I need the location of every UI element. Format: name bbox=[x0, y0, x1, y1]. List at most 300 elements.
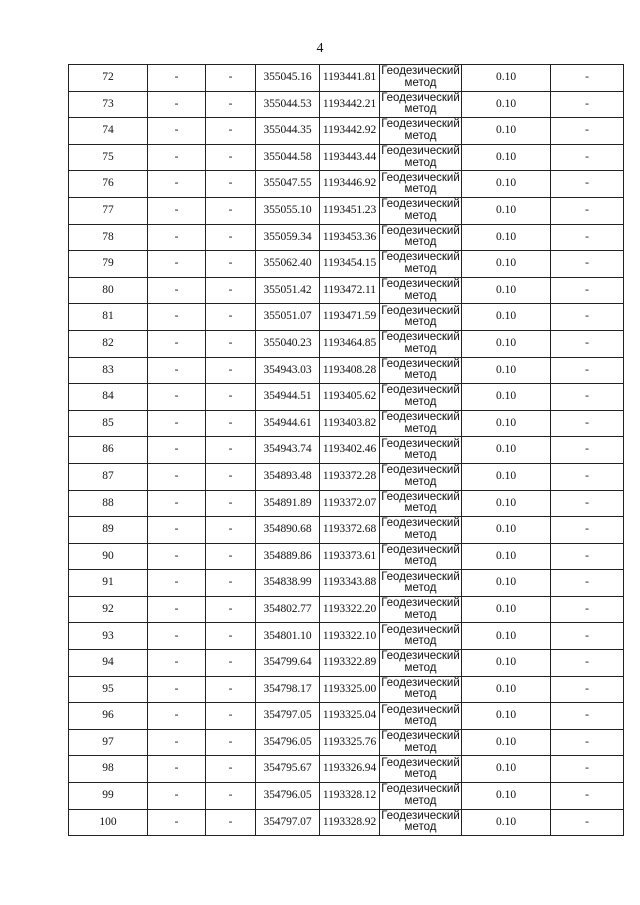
x-coordinate-cell: 354802.77 bbox=[256, 596, 320, 623]
method-label-line1: Геодезический bbox=[381, 145, 460, 158]
x-coordinate-cell: 355051.07 bbox=[256, 304, 320, 331]
empty-value-cell: - bbox=[148, 596, 206, 623]
empty-value-cell: - bbox=[206, 756, 256, 783]
y-coordinate-cell: 1193322.10 bbox=[320, 623, 380, 650]
accuracy-cell: 0.10 bbox=[462, 463, 551, 490]
method-label-line1: Геодезический bbox=[381, 118, 460, 131]
method-label-line1: Геодезический bbox=[381, 543, 460, 556]
accuracy-cell: 0.10 bbox=[462, 357, 551, 384]
table-row bbox=[69, 171, 624, 198]
empty-value-cell: - bbox=[206, 277, 256, 304]
empty-value-cell: - bbox=[148, 91, 206, 118]
point-number-cell: 98 bbox=[69, 756, 148, 783]
accuracy-cell: 0.10 bbox=[462, 384, 551, 411]
table-row bbox=[69, 410, 624, 437]
empty-value-cell: - bbox=[206, 330, 256, 357]
point-number-cell: 75 bbox=[69, 144, 148, 171]
method-cell bbox=[380, 596, 462, 623]
accuracy-cell: 0.10 bbox=[462, 171, 551, 198]
method-label-line1: Геодезический bbox=[381, 251, 460, 264]
accuracy-cell: 0.10 bbox=[462, 783, 551, 810]
empty-value-cell: - bbox=[206, 118, 256, 145]
accuracy-cell: 0.10 bbox=[462, 756, 551, 783]
table-row bbox=[69, 809, 624, 836]
accuracy-cell: 0.10 bbox=[462, 251, 551, 278]
method-label-line1: Геодезический bbox=[381, 171, 460, 184]
y-coordinate-cell: 1193472.11 bbox=[320, 277, 380, 304]
method-cell bbox=[380, 809, 462, 836]
empty-value-cell: - bbox=[206, 650, 256, 677]
empty-value-cell: - bbox=[148, 703, 206, 730]
empty-value-cell: - bbox=[551, 251, 624, 278]
y-coordinate-cell: 1193446.92 bbox=[320, 171, 380, 198]
method-cell bbox=[380, 783, 462, 810]
accuracy-cell: 0.10 bbox=[462, 703, 551, 730]
method-label-line2: метод bbox=[404, 582, 437, 595]
empty-value-cell: - bbox=[148, 783, 206, 810]
empty-value-cell: - bbox=[148, 729, 206, 756]
accuracy-cell: 0.10 bbox=[462, 517, 551, 544]
empty-value-cell: - bbox=[206, 517, 256, 544]
x-coordinate-cell: 354943.74 bbox=[256, 437, 320, 464]
empty-value-cell: - bbox=[551, 224, 624, 251]
x-coordinate-cell: 355059.34 bbox=[256, 224, 320, 251]
table-row bbox=[69, 703, 624, 730]
method-label-line2: метод bbox=[404, 528, 437, 541]
table-row bbox=[69, 144, 624, 171]
accuracy-cell: 0.10 bbox=[462, 224, 551, 251]
method-label-line1: Геодезический bbox=[381, 331, 460, 344]
y-coordinate-cell: 1193325.00 bbox=[320, 676, 380, 703]
y-coordinate-cell: 1193372.07 bbox=[320, 490, 380, 517]
point-number-cell: 78 bbox=[69, 224, 148, 251]
method-label-line1: Геодезический bbox=[381, 224, 460, 237]
method-label-line2: метод bbox=[404, 449, 437, 462]
point-number-cell: 87 bbox=[69, 463, 148, 490]
empty-value-cell: - bbox=[148, 650, 206, 677]
method-label-line2: метод bbox=[404, 209, 437, 222]
table-row bbox=[69, 543, 624, 570]
point-number-cell: 74 bbox=[69, 118, 148, 145]
point-number-cell: 91 bbox=[69, 570, 148, 597]
empty-value-cell: - bbox=[206, 410, 256, 437]
method-cell bbox=[380, 410, 462, 437]
empty-value-cell: - bbox=[551, 623, 624, 650]
accuracy-cell: 0.10 bbox=[462, 650, 551, 677]
empty-value-cell: - bbox=[206, 543, 256, 570]
accuracy-cell: 0.10 bbox=[462, 65, 551, 92]
method-cell bbox=[380, 703, 462, 730]
method-label-line2: метод bbox=[404, 262, 437, 275]
method-cell bbox=[380, 650, 462, 677]
y-coordinate-cell: 1193442.21 bbox=[320, 91, 380, 118]
table-row bbox=[69, 783, 624, 810]
y-coordinate-cell: 1193328.12 bbox=[320, 783, 380, 810]
table-row bbox=[69, 91, 624, 118]
empty-value-cell: - bbox=[148, 144, 206, 171]
empty-value-cell: - bbox=[206, 384, 256, 411]
method-label-line1: Геодезический bbox=[381, 597, 460, 610]
accuracy-cell: 0.10 bbox=[462, 410, 551, 437]
method-cell bbox=[380, 197, 462, 224]
empty-value-cell: - bbox=[148, 756, 206, 783]
method-label-line2: метод bbox=[404, 502, 437, 515]
x-coordinate-cell: 355045.16 bbox=[256, 65, 320, 92]
method-label-line2: метод bbox=[404, 608, 437, 621]
empty-value-cell: - bbox=[148, 809, 206, 836]
method-cell bbox=[380, 437, 462, 464]
point-number-cell: 86 bbox=[69, 437, 148, 464]
y-coordinate-cell: 1193326.94 bbox=[320, 756, 380, 783]
method-cell bbox=[380, 91, 462, 118]
accuracy-cell: 0.10 bbox=[462, 596, 551, 623]
empty-value-cell: - bbox=[148, 197, 206, 224]
empty-value-cell: - bbox=[148, 676, 206, 703]
empty-value-cell: - bbox=[551, 330, 624, 357]
coordinates-table-body bbox=[69, 65, 624, 836]
point-number-cell: 96 bbox=[69, 703, 148, 730]
y-coordinate-cell: 1193405.62 bbox=[320, 384, 380, 411]
accuracy-cell: 0.10 bbox=[462, 676, 551, 703]
empty-value-cell: - bbox=[551, 756, 624, 783]
empty-value-cell: - bbox=[551, 703, 624, 730]
point-number-cell: 95 bbox=[69, 676, 148, 703]
empty-value-cell: - bbox=[551, 118, 624, 145]
method-label-line1: Геодезический bbox=[381, 437, 460, 450]
method-label-line2: метод bbox=[404, 103, 437, 116]
empty-value-cell: - bbox=[551, 490, 624, 517]
method-cell bbox=[380, 330, 462, 357]
method-cell bbox=[380, 384, 462, 411]
empty-value-cell: - bbox=[551, 729, 624, 756]
y-coordinate-cell: 1193403.82 bbox=[320, 410, 380, 437]
x-coordinate-cell: 354798.17 bbox=[256, 676, 320, 703]
method-cell bbox=[380, 517, 462, 544]
point-number-cell: 89 bbox=[69, 517, 148, 544]
y-coordinate-cell: 1193325.04 bbox=[320, 703, 380, 730]
x-coordinate-cell: 354943.03 bbox=[256, 357, 320, 384]
empty-value-cell: - bbox=[148, 490, 206, 517]
table-row bbox=[69, 437, 624, 464]
empty-value-cell: - bbox=[551, 144, 624, 171]
method-cell bbox=[380, 144, 462, 171]
y-coordinate-cell: 1193408.28 bbox=[320, 357, 380, 384]
method-cell bbox=[380, 277, 462, 304]
x-coordinate-cell: 355044.53 bbox=[256, 91, 320, 118]
empty-value-cell: - bbox=[206, 463, 256, 490]
accuracy-cell: 0.10 bbox=[462, 330, 551, 357]
method-label-line2: метод bbox=[404, 183, 437, 196]
method-label-line2: метод bbox=[404, 156, 437, 169]
y-coordinate-cell: 1193328.92 bbox=[320, 809, 380, 836]
method-label-line2: метод bbox=[404, 635, 437, 648]
table-row bbox=[69, 357, 624, 384]
empty-value-cell: - bbox=[206, 171, 256, 198]
method-label-line1: Геодезический bbox=[381, 730, 460, 743]
method-label-line2: метод bbox=[404, 475, 437, 488]
empty-value-cell: - bbox=[206, 676, 256, 703]
x-coordinate-cell: 355044.58 bbox=[256, 144, 320, 171]
empty-value-cell: - bbox=[148, 384, 206, 411]
y-coordinate-cell: 1193471.59 bbox=[320, 304, 380, 331]
x-coordinate-cell: 354891.89 bbox=[256, 490, 320, 517]
empty-value-cell: - bbox=[206, 224, 256, 251]
accuracy-cell: 0.10 bbox=[462, 570, 551, 597]
point-number-cell: 79 bbox=[69, 251, 148, 278]
y-coordinate-cell: 1193443.44 bbox=[320, 144, 380, 171]
point-number-cell: 94 bbox=[69, 650, 148, 677]
empty-value-cell: - bbox=[206, 703, 256, 730]
point-number-cell: 84 bbox=[69, 384, 148, 411]
empty-value-cell: - bbox=[551, 463, 624, 490]
table-row bbox=[69, 65, 624, 92]
empty-value-cell: - bbox=[551, 809, 624, 836]
empty-value-cell: - bbox=[551, 171, 624, 198]
method-label-line2: метод bbox=[404, 741, 437, 754]
method-label-line1: Геодезический bbox=[381, 623, 460, 636]
empty-value-cell: - bbox=[148, 570, 206, 597]
empty-value-cell: - bbox=[551, 783, 624, 810]
empty-value-cell: - bbox=[148, 171, 206, 198]
method-cell bbox=[380, 623, 462, 650]
accuracy-cell: 0.10 bbox=[462, 118, 551, 145]
method-cell bbox=[380, 304, 462, 331]
point-number-cell: 72 bbox=[69, 65, 148, 92]
point-number-cell: 90 bbox=[69, 543, 148, 570]
method-cell bbox=[380, 676, 462, 703]
point-number-cell: 85 bbox=[69, 410, 148, 437]
y-coordinate-cell: 1193372.68 bbox=[320, 517, 380, 544]
method-label-line1: Геодезический bbox=[381, 517, 460, 530]
x-coordinate-cell: 354797.05 bbox=[256, 703, 320, 730]
empty-value-cell: - bbox=[551, 304, 624, 331]
empty-value-cell: - bbox=[148, 463, 206, 490]
table-row bbox=[69, 277, 624, 304]
x-coordinate-cell: 354795.67 bbox=[256, 756, 320, 783]
table-row bbox=[69, 623, 624, 650]
method-cell bbox=[380, 543, 462, 570]
empty-value-cell: - bbox=[551, 676, 624, 703]
empty-value-cell: - bbox=[206, 570, 256, 597]
empty-value-cell: - bbox=[148, 224, 206, 251]
empty-value-cell: - bbox=[206, 809, 256, 836]
empty-value-cell: - bbox=[148, 357, 206, 384]
method-label-line1: Геодезический bbox=[381, 464, 460, 477]
table-row bbox=[69, 490, 624, 517]
method-label-line1: Геодезический bbox=[381, 278, 460, 291]
y-coordinate-cell: 1193464.85 bbox=[320, 330, 380, 357]
x-coordinate-cell: 354890.68 bbox=[256, 517, 320, 544]
method-label-line1: Геодезический bbox=[381, 783, 460, 796]
empty-value-cell: - bbox=[148, 65, 206, 92]
table-row bbox=[69, 384, 624, 411]
empty-value-cell: - bbox=[148, 118, 206, 145]
y-coordinate-cell: 1193451.23 bbox=[320, 197, 380, 224]
accuracy-cell: 0.10 bbox=[462, 809, 551, 836]
x-coordinate-cell: 355051.42 bbox=[256, 277, 320, 304]
method-label-line2: метод bbox=[404, 688, 437, 701]
empty-value-cell: - bbox=[551, 437, 624, 464]
empty-value-cell: - bbox=[206, 357, 256, 384]
x-coordinate-cell: 354796.05 bbox=[256, 729, 320, 756]
empty-value-cell: - bbox=[148, 517, 206, 544]
table-row bbox=[69, 330, 624, 357]
method-label-line2: метод bbox=[404, 236, 437, 249]
x-coordinate-cell: 355047.55 bbox=[256, 171, 320, 198]
method-label-line2: метод bbox=[404, 422, 437, 435]
table-row bbox=[69, 463, 624, 490]
method-label-line1: Геодезический bbox=[381, 570, 460, 583]
accuracy-cell: 0.10 bbox=[462, 91, 551, 118]
y-coordinate-cell: 1193441.81 bbox=[320, 65, 380, 92]
method-label-line2: метод bbox=[404, 821, 437, 834]
table-row bbox=[69, 650, 624, 677]
empty-value-cell: - bbox=[148, 623, 206, 650]
empty-value-cell: - bbox=[551, 357, 624, 384]
method-label-line1: Геодезический bbox=[381, 304, 460, 317]
point-number-cell: 83 bbox=[69, 357, 148, 384]
empty-value-cell: - bbox=[206, 729, 256, 756]
method-label-line2: метод bbox=[404, 316, 437, 329]
accuracy-cell: 0.10 bbox=[462, 304, 551, 331]
accuracy-cell: 0.10 bbox=[462, 729, 551, 756]
method-cell bbox=[380, 65, 462, 92]
method-cell bbox=[380, 490, 462, 517]
method-label-line2: метод bbox=[404, 129, 437, 142]
x-coordinate-cell: 354893.48 bbox=[256, 463, 320, 490]
method-label-line1: Геодезический bbox=[381, 650, 460, 663]
method-cell bbox=[380, 118, 462, 145]
point-number-cell: 76 bbox=[69, 171, 148, 198]
point-number-cell: 92 bbox=[69, 596, 148, 623]
empty-value-cell: - bbox=[206, 65, 256, 92]
empty-value-cell: - bbox=[206, 596, 256, 623]
accuracy-cell: 0.10 bbox=[462, 144, 551, 171]
method-label-line1: Геодезический bbox=[381, 198, 460, 211]
y-coordinate-cell: 1193325.76 bbox=[320, 729, 380, 756]
method-label-line1: Геодезический bbox=[381, 384, 460, 397]
empty-value-cell: - bbox=[551, 517, 624, 544]
y-coordinate-cell: 1193454.15 bbox=[320, 251, 380, 278]
point-number-cell: 88 bbox=[69, 490, 148, 517]
empty-value-cell: - bbox=[206, 783, 256, 810]
method-cell bbox=[380, 729, 462, 756]
x-coordinate-cell: 355062.40 bbox=[256, 251, 320, 278]
method-label-line1: Геодезический bbox=[381, 676, 460, 689]
empty-value-cell: - bbox=[551, 65, 624, 92]
empty-value-cell: - bbox=[148, 543, 206, 570]
empty-value-cell: - bbox=[206, 623, 256, 650]
x-coordinate-cell: 354838.99 bbox=[256, 570, 320, 597]
empty-value-cell: - bbox=[206, 490, 256, 517]
method-label-line1: Геодезический bbox=[381, 91, 460, 104]
empty-value-cell: - bbox=[148, 410, 206, 437]
method-label-line1: Геодезический bbox=[381, 809, 460, 822]
empty-value-cell: - bbox=[148, 330, 206, 357]
y-coordinate-cell: 1193373.61 bbox=[320, 543, 380, 570]
empty-value-cell: - bbox=[206, 144, 256, 171]
method-cell bbox=[380, 171, 462, 198]
table-row bbox=[69, 570, 624, 597]
accuracy-cell: 0.10 bbox=[462, 197, 551, 224]
table-row bbox=[69, 596, 624, 623]
x-coordinate-cell: 355055.10 bbox=[256, 197, 320, 224]
x-coordinate-cell: 354944.51 bbox=[256, 384, 320, 411]
method-cell bbox=[380, 463, 462, 490]
y-coordinate-cell: 1193322.20 bbox=[320, 596, 380, 623]
point-number-cell: 82 bbox=[69, 330, 148, 357]
y-coordinate-cell: 1193343.88 bbox=[320, 570, 380, 597]
point-number-cell: 73 bbox=[69, 91, 148, 118]
method-label-line2: метод bbox=[404, 768, 437, 781]
point-number-cell: 97 bbox=[69, 729, 148, 756]
method-cell bbox=[380, 756, 462, 783]
empty-value-cell: - bbox=[551, 410, 624, 437]
y-coordinate-cell: 1193372.28 bbox=[320, 463, 380, 490]
y-coordinate-cell: 1193402.46 bbox=[320, 437, 380, 464]
method-cell bbox=[380, 357, 462, 384]
x-coordinate-cell: 354889.86 bbox=[256, 543, 320, 570]
empty-value-cell: - bbox=[551, 384, 624, 411]
table-row bbox=[69, 676, 624, 703]
table-row bbox=[69, 251, 624, 278]
empty-value-cell: - bbox=[206, 197, 256, 224]
method-label-line1: Геодезический bbox=[381, 411, 460, 424]
empty-value-cell: - bbox=[551, 596, 624, 623]
x-coordinate-cell: 355040.23 bbox=[256, 330, 320, 357]
point-number-cell: 81 bbox=[69, 304, 148, 331]
point-number-cell: 80 bbox=[69, 277, 148, 304]
empty-value-cell: - bbox=[551, 277, 624, 304]
accuracy-cell: 0.10 bbox=[462, 623, 551, 650]
page-number: 4 bbox=[316, 41, 324, 56]
method-label-line1: Геодезический bbox=[381, 357, 460, 370]
method-label-line1: Геодезический bbox=[381, 756, 460, 769]
empty-value-cell: - bbox=[206, 437, 256, 464]
x-coordinate-cell: 354801.10 bbox=[256, 623, 320, 650]
coordinates-table bbox=[68, 64, 624, 836]
empty-value-cell: - bbox=[206, 91, 256, 118]
method-label-line2: метод bbox=[404, 794, 437, 807]
empty-value-cell: - bbox=[148, 277, 206, 304]
method-label-line1: Геодезический bbox=[381, 490, 460, 503]
empty-value-cell: - bbox=[206, 251, 256, 278]
empty-value-cell: - bbox=[148, 251, 206, 278]
accuracy-cell: 0.10 bbox=[462, 543, 551, 570]
method-label-line2: метод bbox=[404, 661, 437, 674]
method-cell bbox=[380, 570, 462, 597]
table-row bbox=[69, 304, 624, 331]
x-coordinate-cell: 354796.05 bbox=[256, 783, 320, 810]
x-coordinate-cell: 354797.07 bbox=[256, 809, 320, 836]
accuracy-cell: 0.10 bbox=[462, 490, 551, 517]
table-row bbox=[69, 118, 624, 145]
accuracy-cell: 0.10 bbox=[462, 437, 551, 464]
method-cell bbox=[380, 251, 462, 278]
point-number-cell: 100 bbox=[69, 809, 148, 836]
method-label-line1: Геодезический bbox=[381, 703, 460, 716]
accuracy-cell: 0.10 bbox=[462, 277, 551, 304]
y-coordinate-cell: 1193442.92 bbox=[320, 118, 380, 145]
table-row bbox=[69, 517, 624, 544]
method-label-line1: Геодезический bbox=[381, 65, 460, 78]
table-row bbox=[69, 197, 624, 224]
empty-value-cell: - bbox=[148, 304, 206, 331]
point-number-cell: 93 bbox=[69, 623, 148, 650]
y-coordinate-cell: 1193322.89 bbox=[320, 650, 380, 677]
empty-value-cell: - bbox=[551, 197, 624, 224]
method-label-line2: метод bbox=[404, 76, 437, 89]
